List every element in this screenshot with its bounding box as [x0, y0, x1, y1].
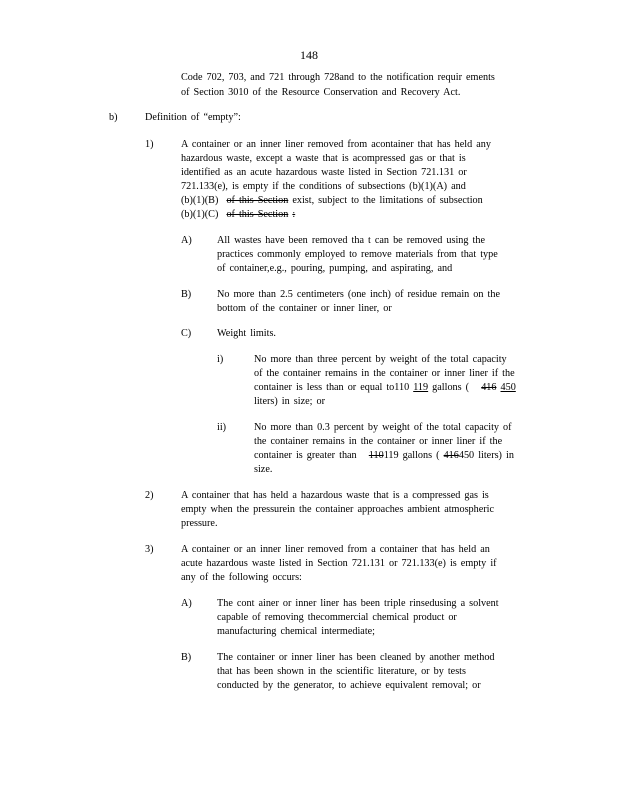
item-A1-label: A) — [181, 235, 192, 246]
text-line: A container that has held a hazardous waste that is a compressed gas is — [181, 490, 489, 501]
item-3-label: 3) — [145, 544, 154, 555]
text-line: of the container remains in the container or inner liner if the — [254, 368, 515, 379]
struck-text: 416 — [481, 382, 497, 393]
text-line: of Section 3010 of the Resource Conservation and Recovery Act. — [181, 87, 461, 98]
text-line: Code 702, 703, and 721 through 728and to the notification requir ements — [181, 72, 495, 83]
text-line: practices commonly employed to remove materials from that type — [217, 249, 498, 260]
text-line — [181, 194, 483, 208]
text-line: manufacturing chemical intermediate; — [217, 626, 376, 637]
section-b-label: b) — [109, 112, 118, 123]
struck-text: 110 — [368, 450, 384, 461]
item-C1-label: C) — [181, 328, 192, 339]
text-fragment: (b)(1)(B) — [181, 195, 219, 206]
text-line: capable of removing thecommercial chemical product or — [217, 612, 457, 623]
text-line: No more than 0.3 percent by weight of the total capacity of — [254, 422, 512, 433]
text-line — [254, 381, 516, 395]
text-line: A container or an inner liner removed from a container that has held an — [181, 544, 490, 555]
text-line: of container,e.g., pouring, pumping, and aspirating, and — [217, 263, 453, 274]
item-i-label: i) — [217, 354, 224, 365]
text-line: empty when the pressurein the container approaches ambient atmospheric — [181, 504, 494, 515]
text-line: identified as an acute hazardous waste listed in Section 721.131 or — [181, 167, 467, 178]
text-line: The container or inner liner has been cleaned by another method — [217, 652, 495, 663]
item-2-label: 2) — [145, 490, 154, 501]
text-line: bottom of the container or inner liner, or — [217, 303, 392, 314]
text-line — [254, 449, 514, 463]
text-fragment: exist, subject to the limitations of subsection — [292, 195, 483, 206]
struck-text: of this Section — [226, 209, 289, 220]
text-line: any of the following occurs: — [181, 572, 302, 583]
inserted-text: 450 — [500, 382, 516, 393]
text-line: No more than 2.5 centimeters (one inch) of residue remain on the — [217, 289, 500, 300]
text-line: pressure. — [181, 518, 218, 529]
text-fragment: 450 liters) in — [458, 450, 514, 461]
text-line: conducted by the generator, to achieve equivalent removal; or — [217, 680, 481, 691]
text-line — [181, 208, 295, 222]
section-b-heading: Definition of “empty”: — [145, 112, 241, 123]
inserted-text: 119 — [413, 382, 429, 393]
text-line: size. — [254, 464, 273, 475]
text-line: A container or an inner liner removed from acontainer that has held any — [181, 139, 491, 150]
text-line: the container remains in the container or inner liner if the — [254, 436, 503, 447]
text-fragment: gallons ( — [432, 382, 470, 393]
item-A3-label: A) — [181, 598, 192, 609]
text-line: No more than three percent by weight of the total capacity — [254, 354, 507, 365]
item-B1-label: B) — [181, 289, 192, 300]
text-line: 721.133(e), is empty if the conditions of subsections (b)(1)(A) and — [181, 181, 466, 192]
text-fragment: container is greater than — [254, 450, 357, 461]
text-line: liters) in size; or — [254, 396, 325, 407]
item-B3-label: B) — [181, 652, 192, 663]
text-line: The cont ainer or inner liner has been triple rinsedusing a solvent — [217, 598, 499, 609]
struck-text: of this Section — [226, 195, 289, 206]
text-line: Weight limits. — [217, 328, 276, 339]
text-line: acute hazardous waste listed in Section 721.131 or 721.133(e) is empty if — [181, 558, 497, 569]
text-fragment: (b)(1)(C) — [181, 209, 219, 220]
text-line: hazardous waste, except a waste that is acompressed gas or that is — [181, 153, 466, 164]
item-ii-label: ii) — [217, 422, 227, 433]
text-fragment: container is less than or equal to110 — [254, 382, 410, 393]
text-fragment: 119 gallons ( — [383, 450, 440, 461]
text-line: that has been shown in the scientific literature, or by tests — [217, 666, 466, 677]
struck-text: 416 — [443, 450, 459, 461]
item-1-label: 1) — [145, 139, 154, 150]
struck-text: : — [292, 209, 296, 220]
text-line: All wastes have been removed tha t can be removed using the — [217, 235, 485, 246]
page-number: 148 — [300, 48, 318, 62]
